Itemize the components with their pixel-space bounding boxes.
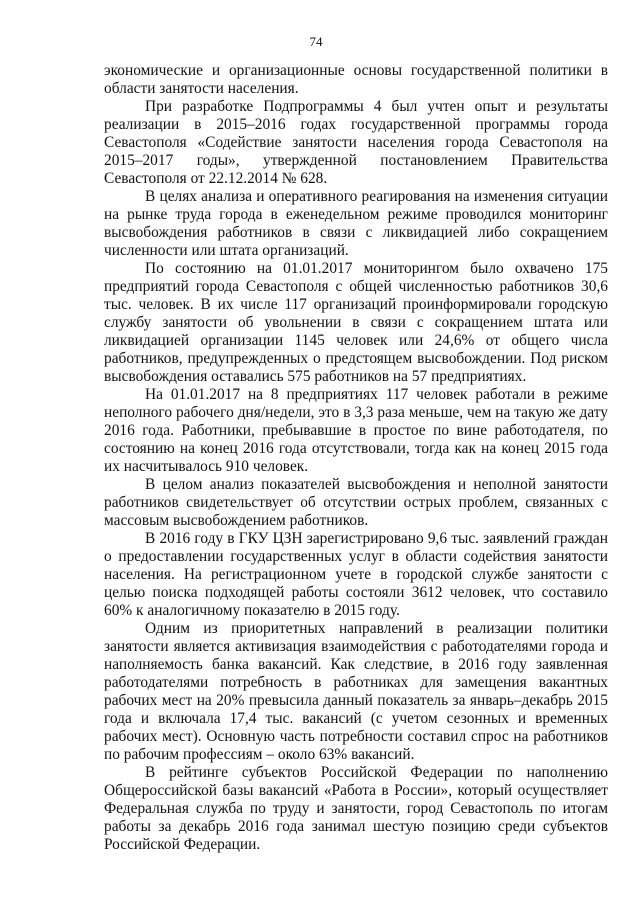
paragraph-part-time-work: На 01.01.2017 на 8 предприятиях 117 человек работали в режиме неполного рабочего дня/недели, это в 3,3 раза меньше, чем на такую же дату 2016 года. Работники, пребывавшие в простое по вине работодателя, по состоянию на конец 2016 года отсутствовали, тогда как на конец 2015 года их насчитывалось 910 человек.	[104, 386, 608, 475]
paragraph-program-experience: При разработке Подпрограммы 4 был учтен опыт и результаты реализации в 2015–2016 годах государственной программы города Севастополя «Содействие занятости населения города Севастополя на 2015–2017 годы», утвержденной постановлением Правительства Севастополя от 22.12.2014 № 628.	[104, 98, 608, 187]
paragraph-continuation: экономические и организационные основы государственной политики в области занятости населения.	[104, 62, 608, 97]
paragraph-monitoring: В целях анализа и оперативного реагирования на изменения ситуации на рынке труда города в еженедельном режиме проводился мониторинг высвобождения работников в связи с ликвидацией либо сокращением численности или штата организаций.	[104, 188, 608, 259]
page-number: 74	[309, 34, 323, 49]
paragraph-analysis-summary: В целом анализ показателей высвобождения и неполной занятости работников свидетельствует об отсутствии острых проблем, связанных с массовым высвобождением работников.	[104, 476, 608, 529]
body-text	[104, 62, 608, 854]
paragraph-vacancy-rating: В рейтинге субъектов Российской Федерации по наполнению Общероссийской базы вакансий «Работа в России», который осуществляет Федеральная служба по труду и занятости, город Севастополь по итогам работы за декабрь 2016 года занимал шестую позицию среди субъектов Российской Федерации.	[104, 764, 608, 853]
paragraph-monitoring-results: По состоянию на 01.01.2017 мониторингом было охвачено 175 предприятий города Севастополя с общей численностью работников 30,6 тыс. человек. В их числе 117 организаций проинформировали городскую службу занятости об увольнении в связи с сокращением штата или ликвидацией организации 1145 человек или 24,6% от общего числа работников, предупрежденных о предстоящем высвобождении. Под риском высвобождения оставались 575 работников на 57 предприятиях.	[104, 260, 608, 385]
paragraph-employer-cooperation: Одним из приоритетных направлений в реализации политики занятости является активизация взаимодействия с работодателями города и наполняемость банка вакансий. Как следствие, в 2016 году заявленная работодателями потребность в работниках для замещения вакантных рабочих мест на 20% превысила данный показатель за январь–декабрь 2015 года и включала 17,4 тыс. вакансий (с учетом сезонных и временных рабочих мест). Основную часть потребности составил спрос на работников по рабочим профессиям – около 63% вакансий.	[104, 620, 608, 763]
paragraph-applications: В 2016 году в ГКУ ЦЗН зарегистрировано 9,6 тыс. заявлений граждан о предоставлении государственных услуг в области содействия занятости населения. На регистрационном учете в городской службе занятости с целью поиска подходящей работы состояли 3612 человек, что составило 60% к аналогичному показателю в 2015 году.	[104, 530, 608, 619]
